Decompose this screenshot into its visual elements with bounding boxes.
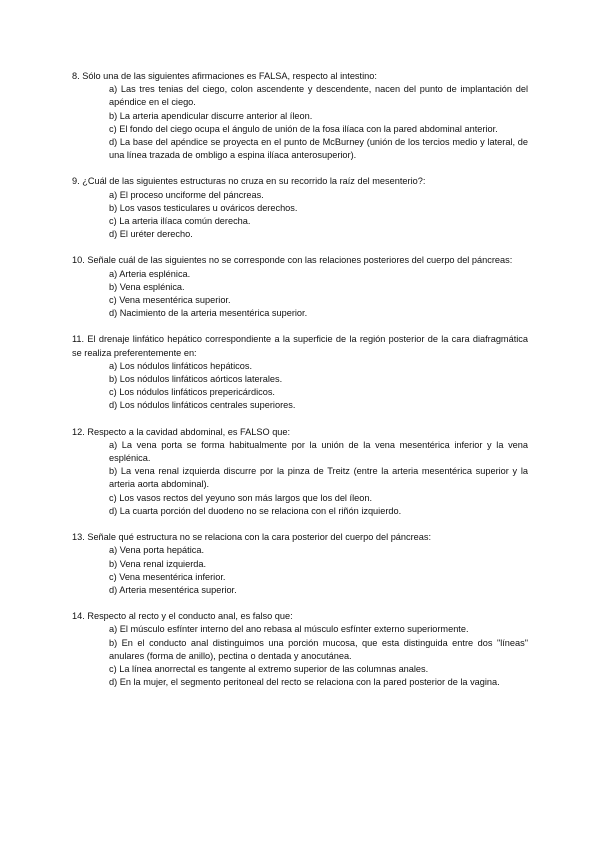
- option-b: b) Vena esplénica.: [109, 281, 185, 292]
- question-text: 12. Respecto a la cavidad abdominal, es FALSO que:: [72, 426, 291, 437]
- question-text: 13. Señale qué estructura no se relaciona con la cara posterior del cuerpo del páncreas:: [72, 532, 432, 543]
- question-text: 8. Sólo una de las siguientes afirmaciones es FALSA, respecto al intestino:: [72, 71, 377, 81]
- question-text: 9. ¿Cuál de las siguientes estructuras no cruza en su recorrido la raíz del mesenterio?:: [72, 176, 426, 187]
- question-11: [72, 333, 528, 412]
- question-13: [72, 531, 528, 597]
- question-12: [72, 426, 528, 518]
- question-10: [72, 254, 528, 320]
- option-d: d) Arteria mesentérica superior.: [109, 584, 237, 595]
- question-9: [72, 175, 528, 241]
- options-list: [109, 623, 528, 689]
- option-c: c) El fondo del ciego ocupa el ángulo de unión de la fosa ilíaca con la pared abdominal anterior.: [109, 123, 498, 134]
- question-8: [72, 70, 528, 162]
- option-a: a) Los nódulos linfáticos hepáticos.: [109, 360, 253, 371]
- option-b: b) La vena renal izquierda discurre por la pinza de Treitz (entre la arteria mesentérica superior y la arteria aorta abdominal).: [109, 466, 528, 490]
- options-list: [109, 189, 528, 242]
- question-text: 14. Respecto al recto y el conducto anal, es falso que:: [72, 611, 293, 622]
- option-a: a) Las tres tenias del ciego, colon ascendente y descendente, nacen del punto de implantación del apéndice en el ciego.: [109, 84, 528, 108]
- options-list: [109, 268, 528, 321]
- option-b: b) La arteria apendicular discurre anterior al íleon.: [109, 110, 313, 121]
- option-d: d) El uréter derecho.: [109, 229, 193, 240]
- option-c: c) Los vasos rectos del yeyuno son más largos que los del íleon.: [109, 492, 373, 503]
- option-a: a) Arteria esplénica.: [109, 268, 191, 279]
- options-list: [109, 544, 528, 597]
- option-c: c) La línea anorrectal es tangente al extremo superior de las columnas anales.: [109, 663, 429, 674]
- options-list: [109, 439, 528, 518]
- option-c: c) Los nódulos linfáticos prepericárdicos.: [109, 387, 275, 398]
- question-text: 11. El drenaje linfático hepático correspondiente a la superficie de la región posterior de la cara diafragmática se realiza preferentemente en:: [72, 334, 528, 358]
- option-d: d) Nacimiento de la arteria mesentérica superior.: [109, 308, 308, 319]
- option-a: a) El músculo esfínter interno del ano rebasa al músculo esfínter externo superiormente.: [109, 624, 469, 635]
- question-14: [72, 610, 528, 689]
- options-list: [109, 83, 528, 162]
- option-b: b) Vena renal izquierda.: [109, 558, 207, 569]
- option-b: b) En el conducto anal distinguimos una porción mucosa, que esta distinguida entre dos "líneas" anulares (forma de anillo), pectina o dentada y anocutánea.: [109, 637, 528, 661]
- option-d: d) La cuarta porción del duodeno no se relaciona con el riñón izquierdo.: [109, 505, 402, 516]
- option-d: d) Los nódulos linfáticos centrales superiores.: [109, 400, 296, 411]
- question-text: 10. Señale cuál de las siguientes no se corresponde con las relaciones posteriores del cuerpo del páncreas:: [72, 255, 513, 266]
- option-c: c) Vena mesentérica superior.: [109, 295, 231, 306]
- option-b: b) Los nódulos linfáticos aórticos laterales.: [109, 374, 283, 385]
- option-c: c) Vena mesentérica inferior.: [109, 571, 226, 582]
- option-a: a) Vena porta hepática.: [109, 545, 205, 556]
- option-a: a) La vena porta se forma habitualmente por la unión de la vena mesentérica inferior y la vena esplénica.: [109, 439, 528, 464]
- option-b: b) Los vasos testiculares u ováricos derechos.: [109, 202, 298, 213]
- option-a: a) El proceso unciforme del páncreas.: [109, 189, 264, 200]
- option-d: d) En la mujer, el segmento peritoneal del recto se relaciona con la pared posterior de la vagina.: [109, 677, 500, 688]
- option-d: d) La base del apéndice se proyecta en el punto de McBurney (unión de los tercios medio y lateral, de una línea trazada de ombligo a espina ilíaca anterosuperior).: [109, 137, 528, 161]
- options-list: [109, 360, 528, 413]
- option-c: c) La arteria ilíaca común derecha.: [109, 216, 251, 227]
